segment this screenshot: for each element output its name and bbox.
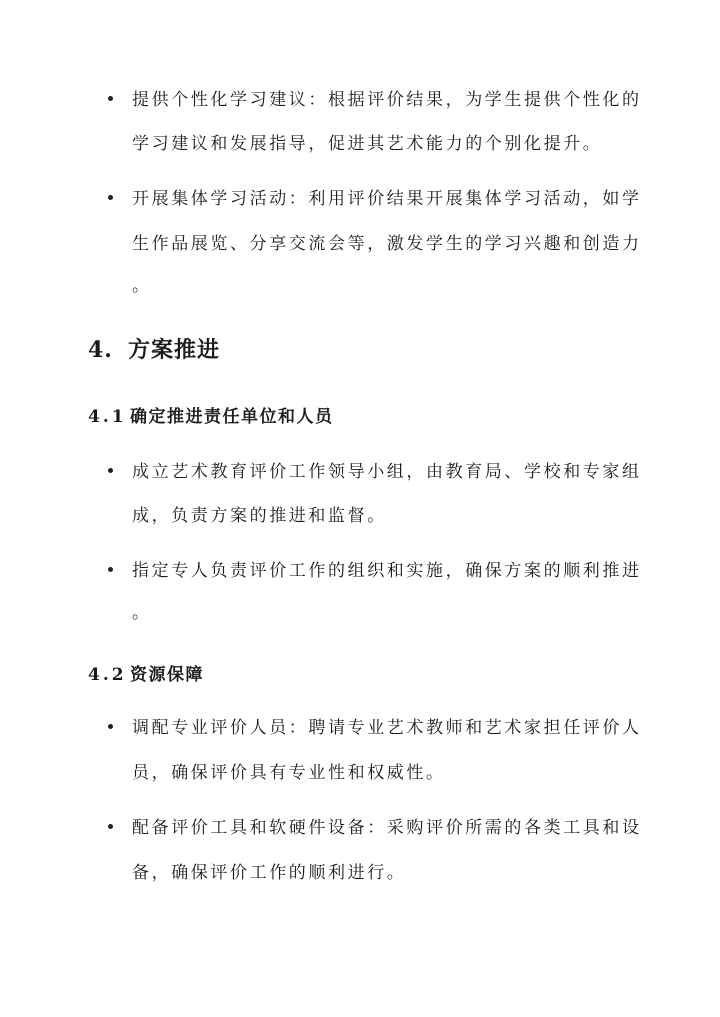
- paragraph-line: 指定专人负责评价工作的组织和实施，确保方案的顺利推进: [132, 561, 642, 581]
- paragraph-line: 。: [132, 276, 152, 296]
- paragraph-line: 员，确保评价具有专业性和权威性。: [132, 763, 446, 783]
- paragraph-line: 学习建议和发展指导，促进其艺术能力的个别化提升。: [132, 134, 603, 154]
- paragraph-line: 成立艺术教育评价工作领导小组，由教育局、学校和专家组: [132, 462, 642, 482]
- subsection-number: 4.1: [88, 407, 127, 427]
- section-heading: [88, 333, 220, 364]
- bullet-icon: [108, 724, 113, 729]
- bullet-icon: [108, 468, 113, 473]
- subsection-number: 4.2: [88, 665, 127, 685]
- paragraph-line: 调配专业评价人员：聘请专业艺术教师和艺术家担任评价人: [132, 718, 642, 738]
- paragraph-line: 备，确保评价工作的顺利进行。: [132, 863, 407, 883]
- section-number: 4.: [88, 337, 113, 363]
- bullet-icon: [108, 195, 113, 200]
- paragraph-line: 。: [132, 603, 152, 623]
- paragraph-line: 开展集体学习活动：利用评价结果开展集体学习活动，如学: [132, 189, 642, 209]
- paragraph-line: 提供个性化学习建议：根据评价结果，为学生提供个性化的: [132, 90, 642, 110]
- bullet-icon: [108, 567, 113, 572]
- subsection-title: 确定推进责任单位和人员: [130, 407, 334, 427]
- paragraph-line: 成，负责方案的推进和监督。: [132, 506, 387, 526]
- subsection-heading: [88, 660, 204, 685]
- bullet-icon: [108, 96, 113, 101]
- bullet-icon: [108, 824, 113, 829]
- paragraph-line: 配备评价工具和软硬件设备：采购评价所需的各类工具和设: [132, 818, 642, 838]
- subsection-heading: [88, 402, 334, 427]
- subsection-title: 资源保障: [130, 665, 204, 685]
- section-title: 方案推进: [128, 337, 221, 363]
- paragraph-line: 生作品展览、分享交流会等，激发学生的学习兴趣和创造力: [132, 234, 642, 254]
